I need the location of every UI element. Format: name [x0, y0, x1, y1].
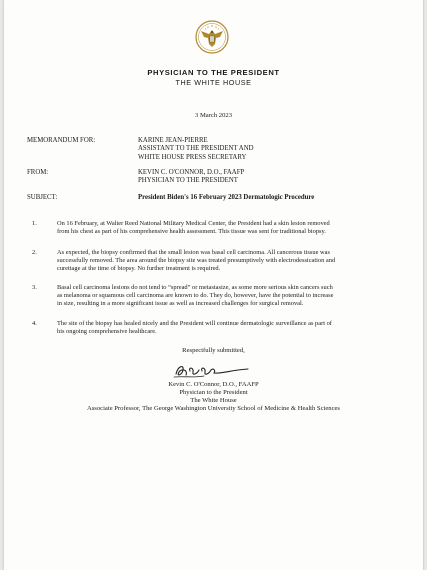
paragraph-line: The site of the biopsy has healed nicely and the President will continue dermatologic surveillance as part of: [57, 320, 332, 327]
paragraph-number: 3.: [32, 284, 37, 291]
letterhead-title: PHYSICIAN TO THE PRESIDENT: [147, 68, 280, 77]
memo-for-line: ASSISTANT TO THE PRESIDENT AND: [138, 145, 254, 153]
memo-date: 3 March 2023: [195, 112, 232, 119]
paragraph-number: 2.: [32, 249, 37, 256]
paragraph-number: 1.: [32, 220, 37, 227]
memo-from-label: FROM:: [27, 169, 49, 176]
signature-name: Kevin C. O'Connor, D.O., FAAFP: [168, 381, 259, 388]
memo-from-line: PHYSICIAN TO THE PRESIDENT: [138, 177, 238, 185]
paragraph-line: curettage at the time of biopsy. No further treatment is required.: [57, 264, 221, 272]
paragraph-number: 4.: [32, 320, 37, 327]
memo-from-line: KEVIN C. O'CONNOR, D.O., FAAFP: [138, 169, 245, 176]
paragraph-line: Basal cell carcinoma lesions do not tend to “spread” or metastasize, as some more serious skin cancers such: [57, 284, 333, 291]
memo-subject: President Biden's 16 February 2023 Dermatologic Procedure: [138, 194, 315, 201]
memo-page: [4, 0, 423, 570]
paragraph-line: as melanoma or squamous cell carcinoma are known to do. They do, however, have the potential to increase: [57, 291, 334, 299]
memo-for-label: MEMORANDUM FOR:: [27, 137, 96, 144]
signature-office: The White House: [190, 397, 237, 404]
paragraph-line: On 16 February, at Walter Reed National Military Medical Center, the President had a skin lesion removed: [57, 220, 330, 227]
paragraph-line: As expected, the biopsy confirmed that the small lesion was basal cell carcinoma. All cancerous tissue was: [57, 249, 330, 256]
paragraph-line: from his chest as part of his comprehensive health assessment. This tissue was sent for traditional biopsy.: [57, 227, 326, 235]
memo-for-line: KARINE JEAN-PIERRE: [138, 137, 208, 144]
signature-title: Physician to the President: [179, 389, 248, 396]
paragraph-line: his ongoing comprehensive healthcare.: [57, 327, 157, 335]
handwritten-signature: [164, 358, 254, 382]
closing-text: Respectfully submitted,: [182, 347, 245, 354]
paragraph-line: successfully removed. The area around the biopsy site was treated presumptively with electrodessication and: [57, 256, 336, 264]
paragraph-line: in size, resulting in a more significant issue as well as increased challenges for surgical removal.: [57, 299, 304, 307]
memo-for-line: WHITE HOUSE PRESS SECRETARY: [138, 153, 247, 161]
memo-subject-label: SUBJECT:: [27, 194, 58, 201]
letterhead-subtitle: THE WHITE HOUSE: [175, 78, 252, 87]
presidential-seal-icon: [195, 20, 229, 54]
signature-affiliation: Associate Professor, The George Washington University School of Medicine & Health Sciences: [86, 405, 340, 412]
